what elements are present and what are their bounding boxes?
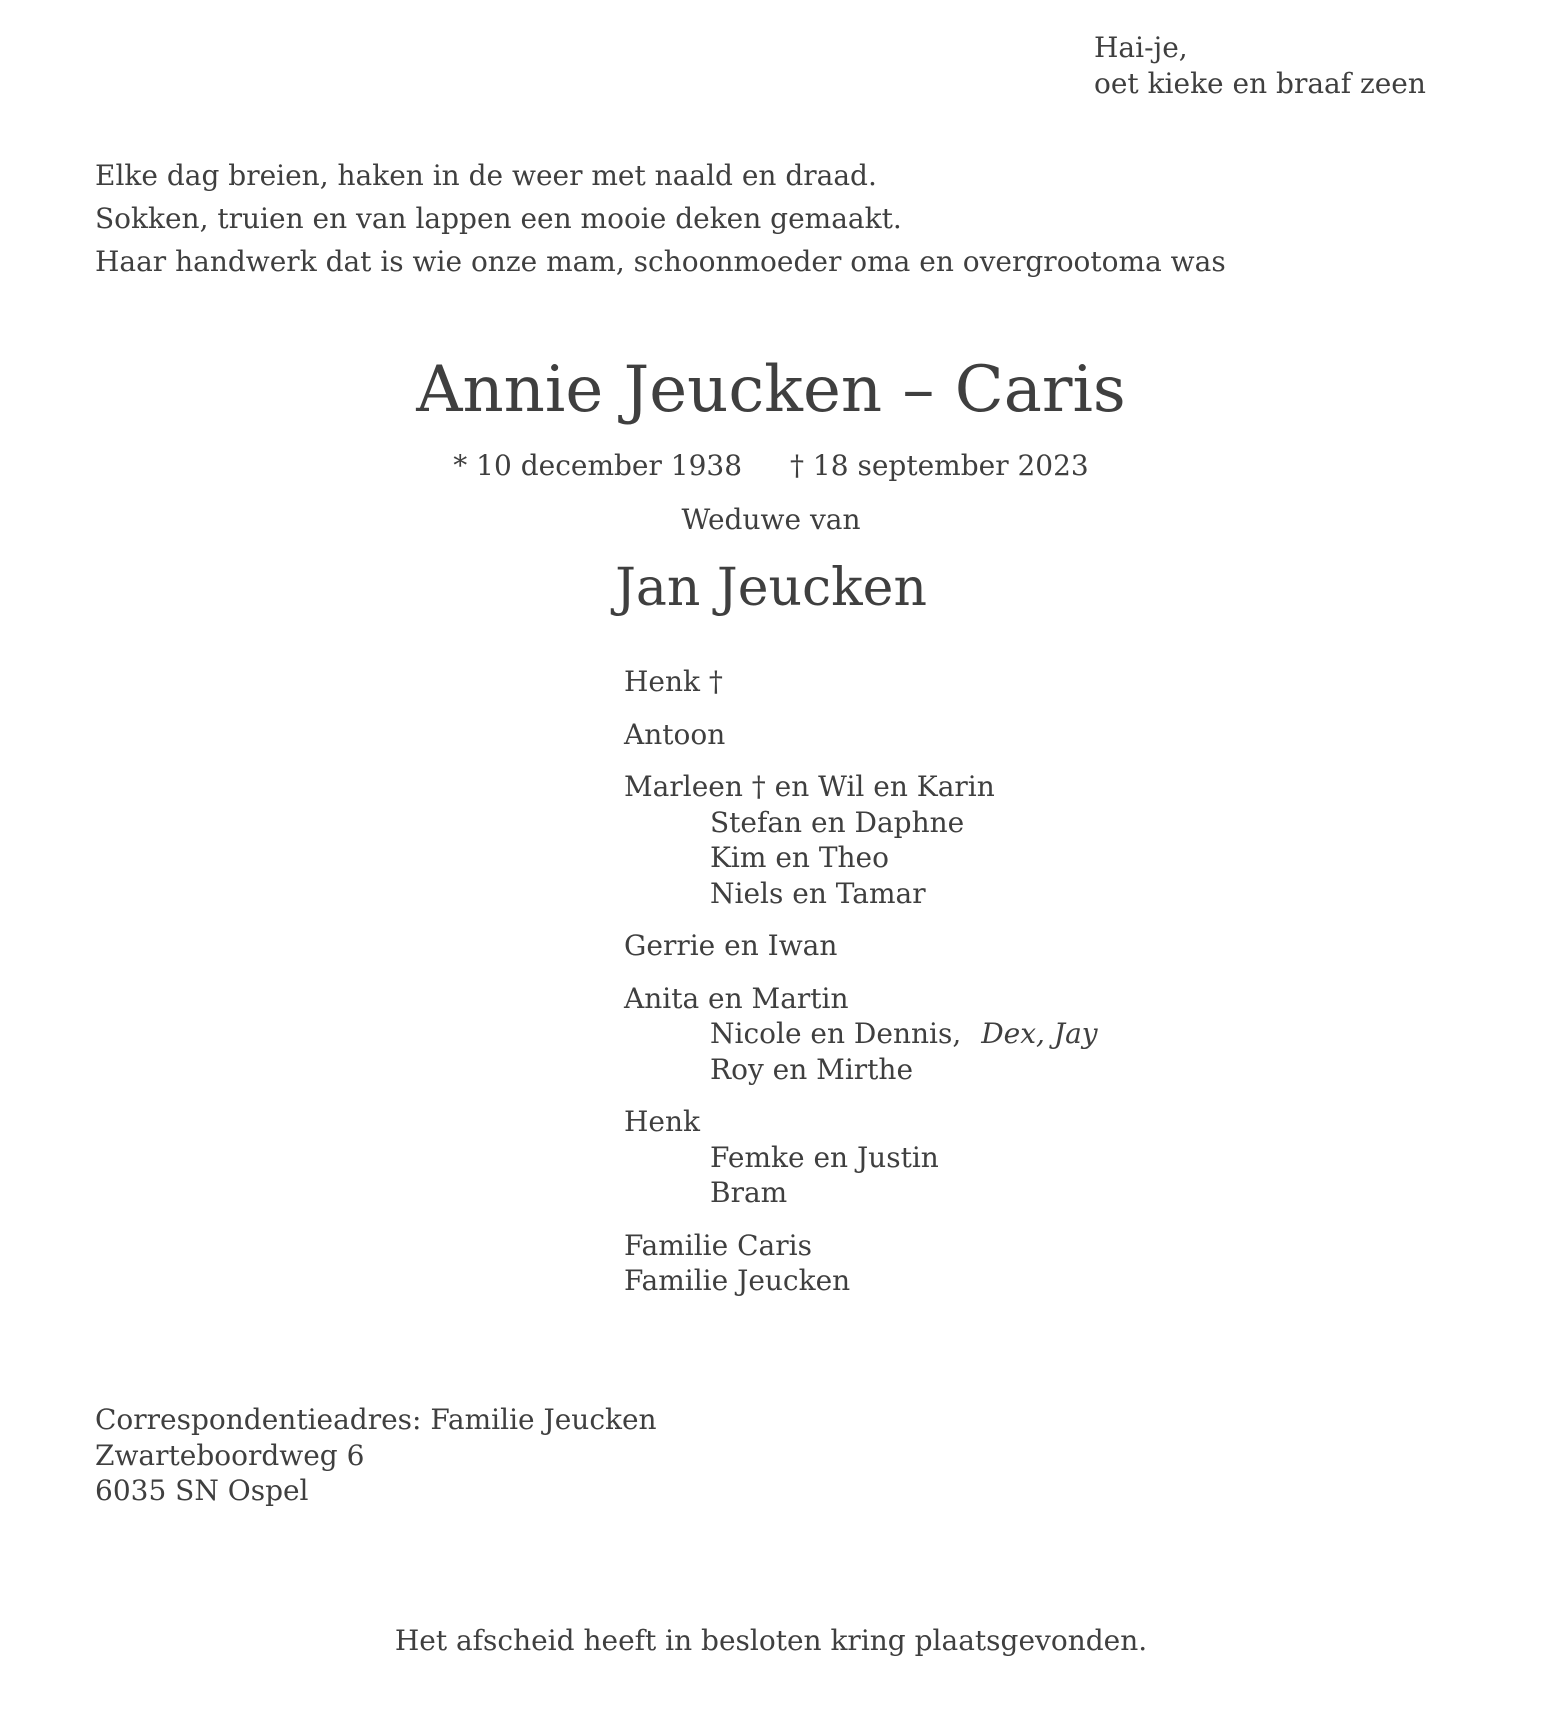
family-list	[624, 664, 1098, 1316]
great-grandchildren: Dex, Jay	[981, 1017, 1098, 1050]
greeting-line: oet kieke en braaf zeen	[1094, 67, 1426, 100]
grandchild	[624, 1016, 1098, 1052]
family-member: Antoon	[624, 717, 726, 751]
address-line: 6035 SN Ospel	[95, 1474, 309, 1507]
death-date: † 18 september 2023	[790, 449, 1089, 482]
grandchild: Stefan en Daphne	[710, 805, 965, 839]
grandchild: Roy en Mirthe	[710, 1052, 914, 1086]
relatives-line: Familie Caris	[624, 1228, 812, 1262]
poem-line: Sokken, truien en van lappen een mooie deken gemaakt.	[95, 202, 902, 235]
grandchild-name: Nicole en Dennis,	[710, 1017, 962, 1050]
greeting	[1094, 30, 1426, 102]
spouse-name: Jan Jeucken	[615, 558, 927, 618]
grandchild: Bram	[710, 1176, 788, 1209]
grandchild: Femke en Justin	[710, 1140, 939, 1174]
grandchild: Kim en Theo	[710, 841, 889, 874]
family-member: Anita en Martin	[624, 981, 849, 1015]
family-group	[624, 769, 1098, 911]
birth-date: * 10 december 1938	[453, 449, 743, 482]
widow-label: Weduwe van	[681, 503, 861, 536]
family-group	[624, 1228, 1098, 1299]
family-group	[624, 664, 1098, 700]
family-group	[624, 717, 1098, 753]
relatives-line: Familie Jeucken	[624, 1264, 851, 1297]
family-member: Marleen † en Wil en Karin	[624, 770, 995, 803]
address-line: Zwarteboordweg 6	[95, 1438, 365, 1472]
poem-line: Elke dag breien, haken in de weer met naald en draad.	[95, 159, 877, 192]
farewell-note: Het afscheid heeft in besloten kring plaatsgevonden.	[394, 1624, 1148, 1657]
life-dates	[0, 446, 1542, 486]
grandchild: Niels en Tamar	[710, 876, 926, 910]
family-member: Henk †	[624, 665, 723, 698]
poem-line: Haar handwerk dat is wie onze mam, schoonmoeder oma en overgrootoma was	[95, 245, 1226, 278]
family-group	[624, 981, 1098, 1088]
deceased-name: Annie Jeucken – Caris	[416, 353, 1126, 427]
family-member: Gerrie en Iwan	[624, 929, 838, 962]
greeting-line: Hai-je,	[1094, 31, 1188, 64]
correspondence-address	[95, 1402, 657, 1509]
address-line: Correspondentieadres: Familie Jeucken	[95, 1403, 657, 1436]
family-member: Henk	[624, 1105, 700, 1138]
family-group	[624, 928, 1098, 964]
family-group	[624, 1104, 1098, 1211]
poem	[95, 154, 1226, 283]
